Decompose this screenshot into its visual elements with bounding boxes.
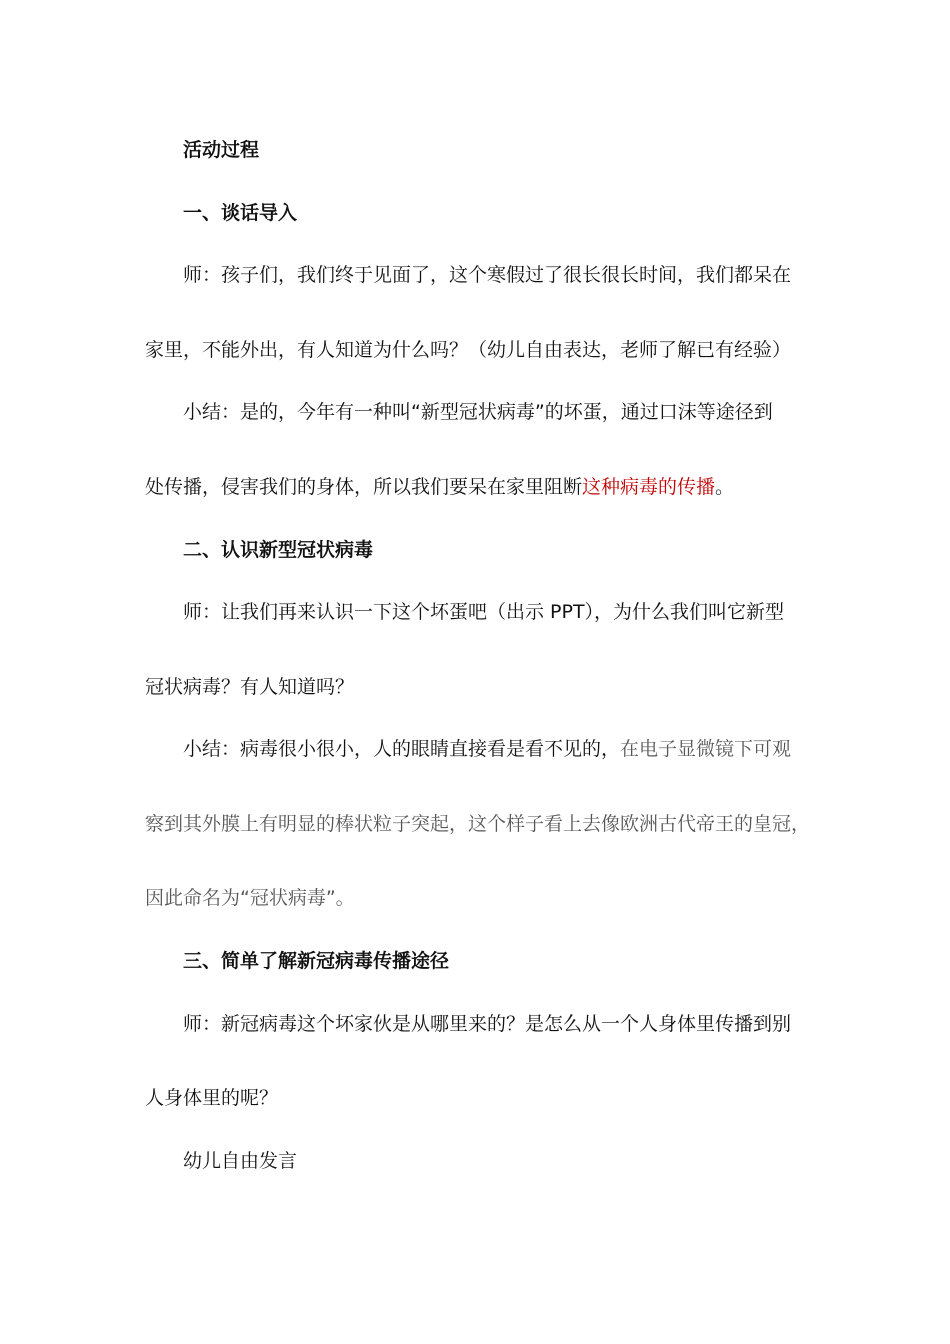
section-title: 活动过程 [183,139,260,161]
heading-part1: 一、谈话导入 [183,202,298,224]
part2-summary-line2: 察到其外膜上有明显的棒状粒子突起，这个样子看上去像欧洲古代帝王的皇冠， [145,813,811,835]
part1-summary-line2-end: 。 [715,476,735,498]
heading-part2: 二、认识新型冠状病毒 [183,539,374,561]
part2-teacher-line1: 师：让我们再来认识一下这个坏蛋吧（出示 PPT），为什么我们叫它新型 [183,601,785,623]
highlighted-text: 这种病毒的传播 [582,476,716,498]
part1-teacher-line2: 家里，不能外出，有人知道为什么吗？（幼儿自由表达，老师了解已有经验） [145,339,792,361]
part1-summary-line2-text: 处传播，侵害我们的身体，所以我们要呆在家里阻断 [145,476,583,498]
part1-teacher-line1: 师：孩子们，我们终于见面了，这个寒假过了很长很长时间，我们都呆在 [183,264,792,286]
part3-teacher-line1: 师：新冠病毒这个坏家伙是从哪里来的？是怎么从一个人身体里传播到别 [183,1013,792,1035]
part3-teacher-line2: 人身体里的呢？ [145,1087,279,1109]
heading-part3: 三、简单了解新冠病毒传播途径 [183,950,450,972]
part2-summary-line1-gray: 在电子显微镜下可观 [620,738,792,760]
part2-summary-line3: 因此命名为“冠状病毒”。 [145,887,355,909]
part2-summary-line1-text: 小结：病毒很小很小，人的眼睛直接看是看不见的， [183,738,621,760]
part1-summary-line1: 小结：是的，今年有一种叫“新型冠状病毒”的坏蛋，通过口沫等途径到 [183,401,773,423]
part1-summary-line2 [145,473,825,501]
part2-summary-line1 [183,735,863,763]
part2-teacher-line2: 冠状病毒？有人知道吗？ [145,676,355,698]
part3-note: 幼儿自由发言 [183,1150,298,1172]
